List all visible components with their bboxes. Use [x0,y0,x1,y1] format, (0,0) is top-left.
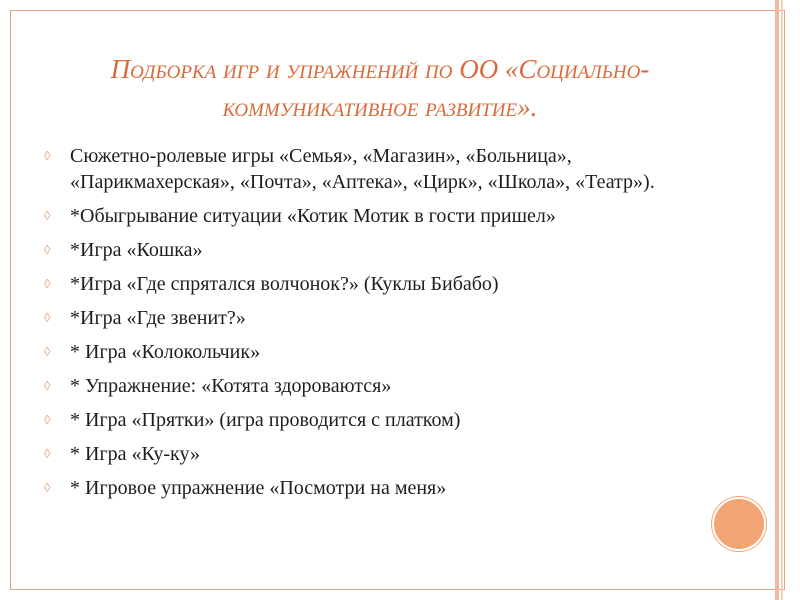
list-item [44,143,694,195]
decorative-circle [712,497,766,551]
bullet-icon: ◊ [44,344,51,359]
bullet-icon: ◊ [44,480,51,495]
list-item-text: * Игровое упражнение «Посмотри на меня» [70,477,447,499]
list-item-text: * Игра «Колокольчик» [70,341,261,363]
list-item [44,441,694,467]
list-item-text: *Игра «Кошка» [70,239,203,261]
list-item-text: * Игра «Ку-ку» [70,443,200,465]
bullet-icon: ◊ [44,208,51,223]
bullet-icon: ◊ [44,276,51,291]
list-item [44,475,694,501]
right-accent-bar [775,0,779,600]
bullet-list [44,143,694,509]
list-item-text: *Игра «Где звенит?» [70,307,246,329]
bullet-icon: ◊ [44,242,51,257]
list-item [44,373,694,399]
bullet-icon: ◊ [44,148,51,163]
bullet-icon: ◊ [44,446,51,461]
list-item [44,271,694,297]
list-item-text: *Игра «Где спрятался волчонок?» (Куклы Бибабо) [70,273,499,295]
bullet-icon: ◊ [44,310,51,325]
list-item [44,407,694,433]
list-item-text: * Упражнение: «Котята здороваются» [70,375,392,397]
list-item [44,339,694,365]
list-item [44,305,694,331]
list-item-text: * Игра «Прятки» (игра проводится с платком) [70,409,461,431]
bullet-icon: ◊ [44,378,51,393]
list-item-text: Сюжетно-ролевые игры «Семья», «Магазин», «Больница», «Парикмахерская», «Почта», «Аптека», «Цирк», «Школа», «Театр»). [70,145,655,193]
bullet-icon: ◊ [44,412,51,427]
list-item-text: *Обыгрывание ситуации «Котик Мотик в гости пришел» [70,205,556,227]
slide-title: Подборка игр и упражнений по ОО «Социально-коммуникативное развитие». [110,54,650,122]
list-item [44,237,694,263]
right-accent-bar-thin [781,0,783,600]
list-item [44,203,694,229]
